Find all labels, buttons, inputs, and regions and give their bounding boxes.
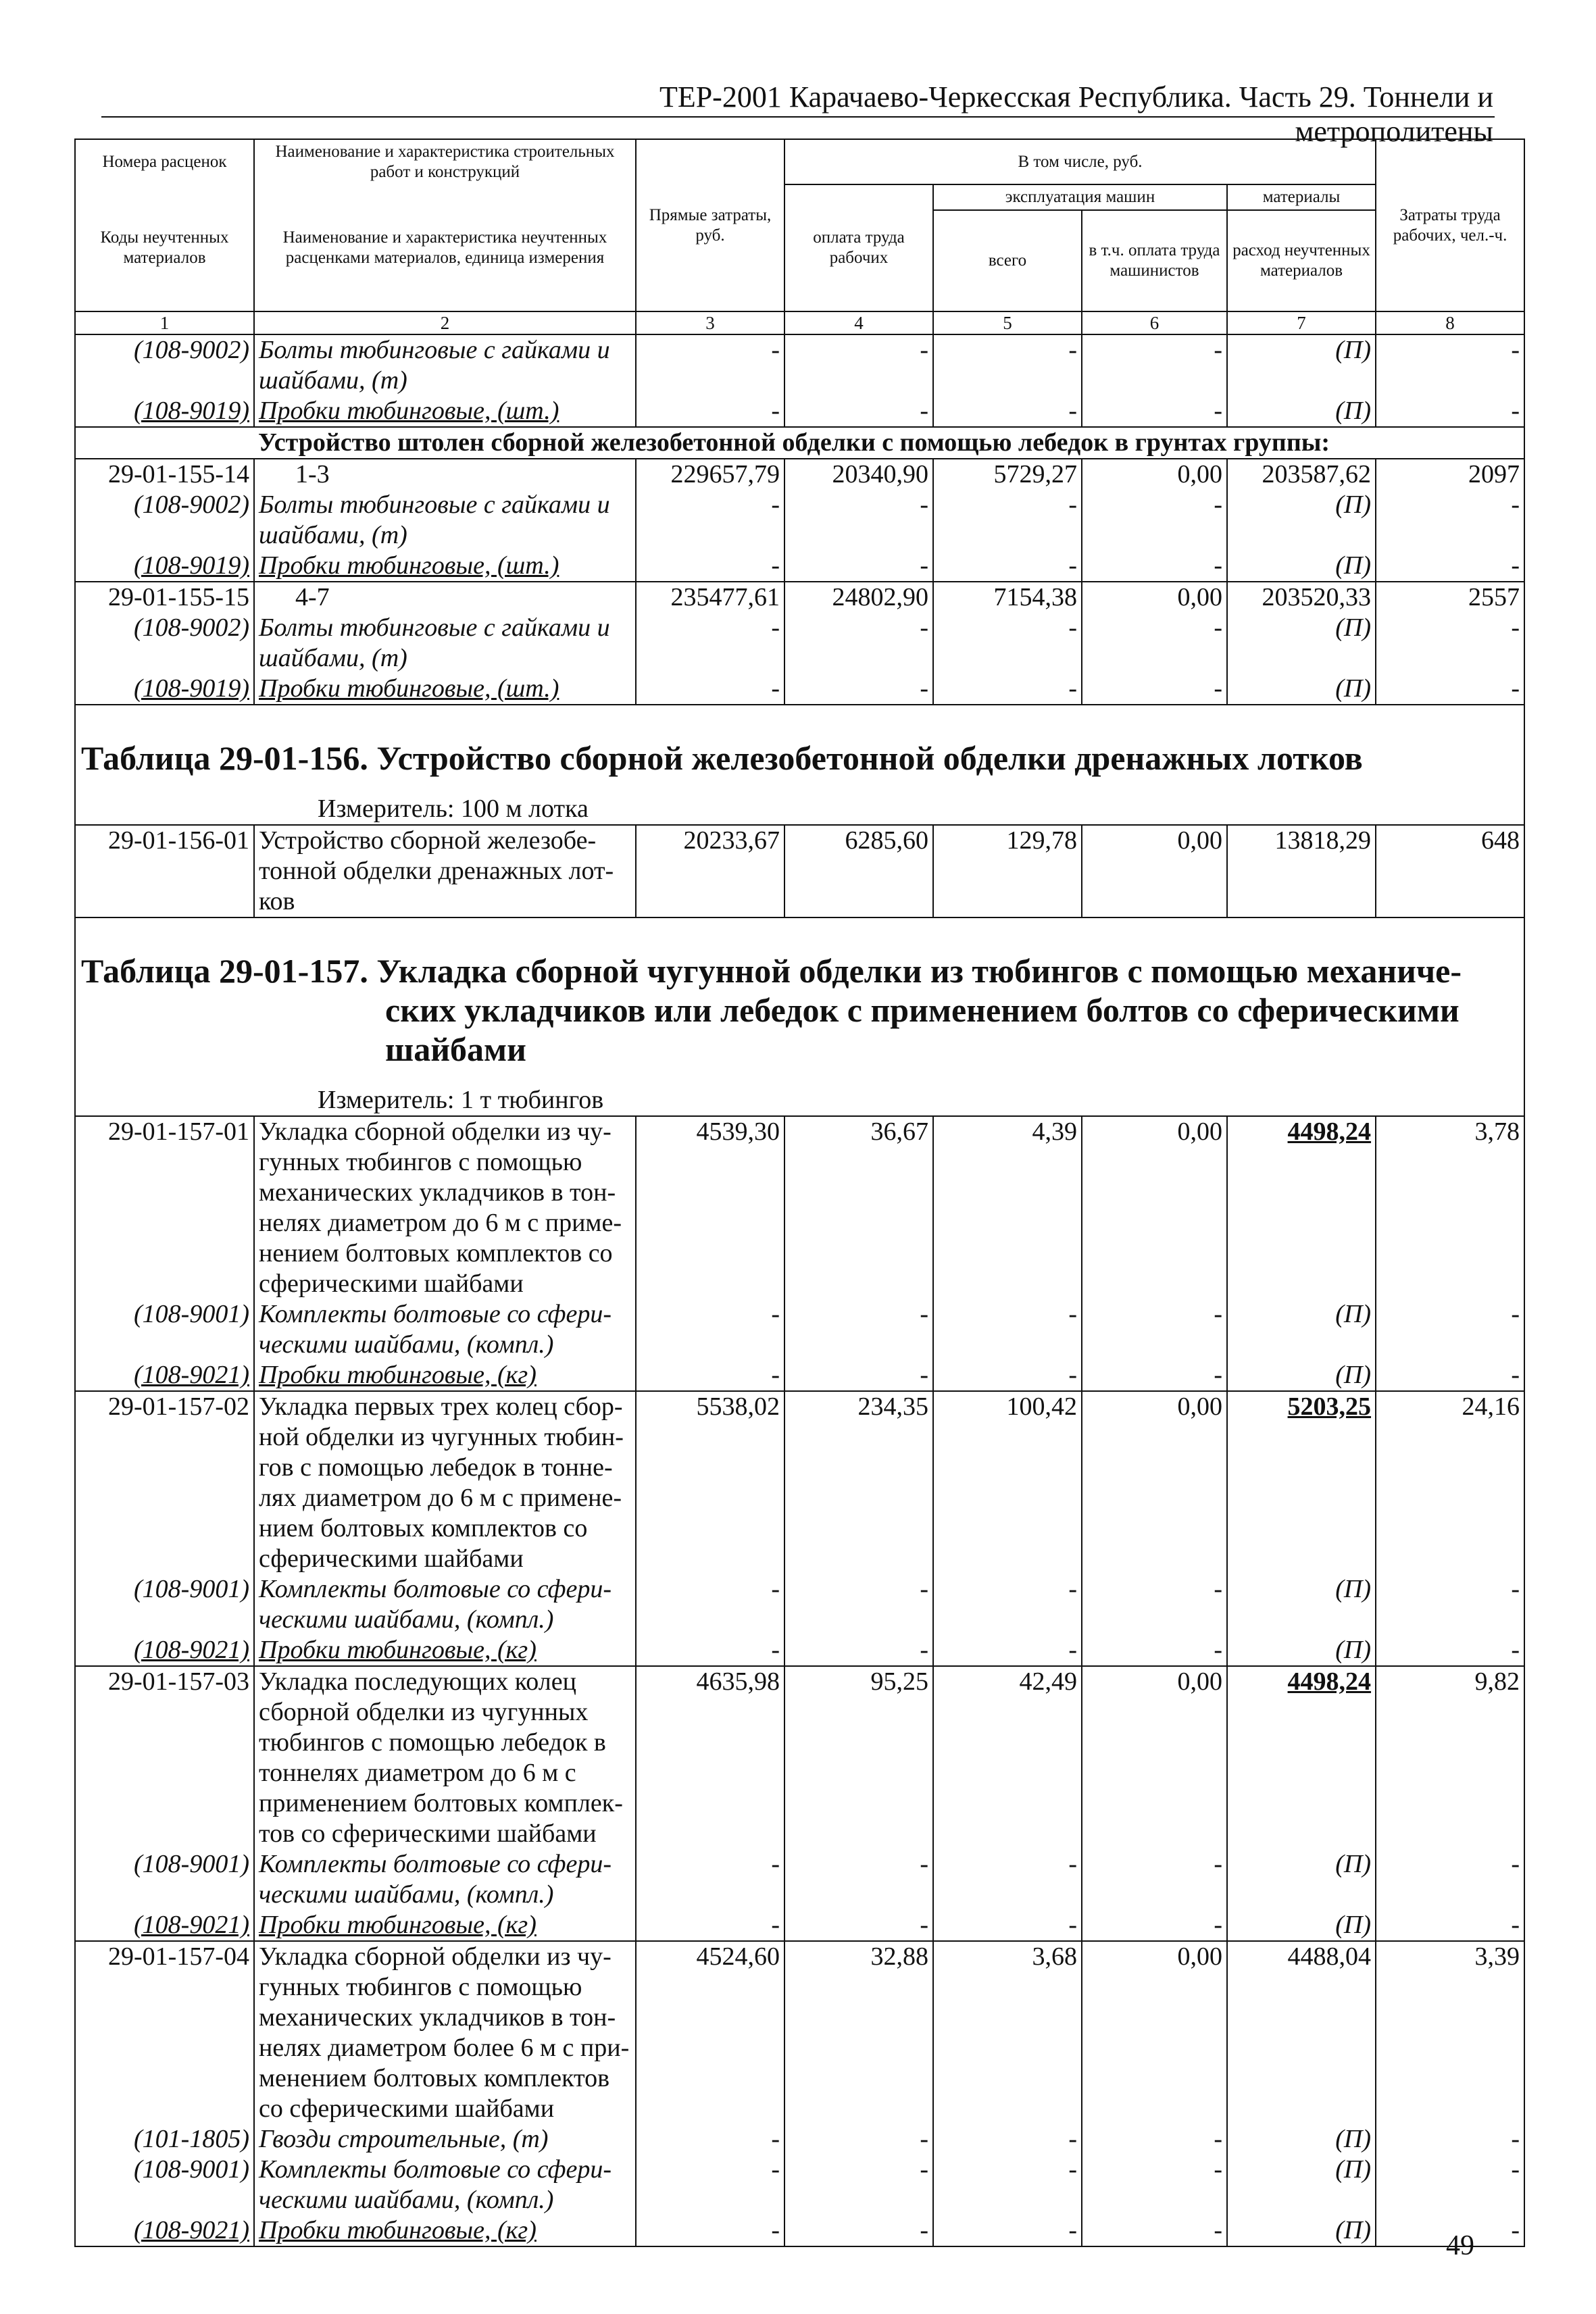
cell-c8: -: [1376, 551, 1524, 582]
material-name: Болты тюбинговые с гайками и шайбами, (т): [254, 613, 636, 674]
table-157-measure: Измеритель: 1 т тюбингов: [75, 1069, 1524, 1116]
material-name: Комплекты болтовые со сфери- ческими шайбами, (компл.): [254, 1849, 636, 1910]
cell-c3: -: [636, 1635, 784, 1666]
rate-code: 29-01-157-04: [75, 1941, 254, 2124]
col2-bottom-header: [254, 184, 636, 311]
cell-c6: -: [1082, 2155, 1227, 2215]
cell-c8: -: [1376, 613, 1524, 674]
rate-row: [75, 825, 1524, 917]
cell-c8: -: [1376, 334, 1524, 396]
material-code: [75, 551, 254, 582]
table-156-title: Таблица 29-01-156. Устройство сборной железобетонной обделки дренажных лотков: [75, 738, 1524, 778]
cell-c4: 6285,60: [784, 825, 933, 917]
rate-code: 29-01-155-15: [75, 582, 254, 613]
cell-c7: 13818,29: [1227, 825, 1376, 917]
cell-c3: -: [636, 396, 784, 427]
cell-c5: -: [933, 490, 1082, 551]
cell-c6: -: [1082, 613, 1227, 674]
cell-c4: -: [784, 2215, 933, 2246]
cell-c3: -: [636, 551, 784, 582]
cell-c3: -: [636, 334, 784, 396]
cell-c5: 129,78: [933, 825, 1082, 917]
cell-c8: 3,78: [1376, 1116, 1524, 1299]
cell-c3: -: [636, 1574, 784, 1635]
cell-c7: (П): [1227, 613, 1376, 674]
cell-c3: -: [636, 613, 784, 674]
material-name-text: Пробки тюбинговые, (шт.): [259, 674, 559, 703]
cell-c5: -: [933, 1910, 1082, 1941]
in-total-header: В том числе, руб.: [784, 139, 1376, 184]
rates-table: [74, 139, 1525, 2247]
cell-c4: -: [784, 1849, 933, 1910]
material-name: Комплекты болтовые со сфери- ческими шайбами, (компл.): [254, 1299, 636, 1360]
table-157-title-line1: Таблица 29-01-157. Укладка сборной чугунной обделки из тюбингов с помощью механиче-: [81, 952, 1462, 990]
material-code: (108-9001): [75, 2155, 254, 2215]
cell-c3: -: [636, 2155, 784, 2215]
cell-c8: 2557: [1376, 582, 1524, 613]
cell-c3: -: [636, 1299, 784, 1360]
cell-c8: -: [1376, 2215, 1524, 2246]
index-2: 2: [254, 311, 636, 334]
cell-c4: 95,25: [784, 1666, 933, 1849]
material-code: [75, 2215, 254, 2246]
cell-c4: 24802,90: [784, 582, 933, 613]
cell-c8: 24,16: [1376, 1391, 1524, 1574]
material-code: (108-9001): [75, 1574, 254, 1635]
cell-c7: (П): [1227, 1635, 1376, 1666]
table-157-title: [75, 951, 1524, 1069]
col6-header: в т.ч. оплата труда машинистов: [1082, 210, 1227, 311]
material-row: [75, 334, 1524, 396]
cell-c3: 229657,79: [636, 459, 784, 490]
cell-c6: 0,00: [1082, 1941, 1227, 2124]
cell-c7: (П): [1227, 2155, 1376, 2215]
material-row: [75, 551, 1524, 582]
machines-header: эксплуатация машин: [933, 184, 1227, 210]
rate-code: 29-01-157-01: [75, 1116, 254, 1299]
cell-c6: -: [1082, 2215, 1227, 2246]
cell-c7: (П): [1227, 490, 1376, 551]
cell-c4: -: [784, 334, 933, 396]
material-name: Комплекты болтовые со сфери- ческими шайбами, (компл.): [254, 2155, 636, 2215]
material-name: Комплекты болтовые со сфери- ческими шайбами, (компл.): [254, 1574, 636, 1635]
cell-c7-text: 4498,24: [1287, 1117, 1372, 1146]
material-row: [75, 1849, 1524, 1910]
cell-c6: -: [1082, 551, 1227, 582]
col1-bottom-text: Коды неучтенных материалов: [100, 228, 229, 267]
cell-c3: 20233,67: [636, 825, 784, 917]
cell-c4: 234,35: [784, 1391, 933, 1574]
cell-c7: [1227, 1666, 1376, 1849]
cell-c6: 0,00: [1082, 582, 1227, 613]
cell-c7: [1227, 1391, 1376, 1574]
material-row: [75, 1910, 1524, 1941]
cell-c7: (П): [1227, 674, 1376, 705]
cell-c4: -: [784, 1299, 933, 1360]
rate-name: Укладка сборной обделки из чу- гунных тюбингов с помощью механических укладчиков в тон- нелях диаметром до 6 м с приме- нением болтовых комплектов со сферическими шайбами: [254, 1116, 636, 1299]
cell-c5: 100,42: [933, 1391, 1082, 1574]
table-157-title-row: [75, 951, 1524, 1069]
cell-c4: -: [784, 1910, 933, 1941]
cell-c5: 3,68: [933, 1941, 1082, 2124]
section-heading-row: [75, 427, 1524, 459]
material-code-text: (108-9019): [134, 551, 249, 580]
cell-c3: -: [636, 1910, 784, 1941]
rate-row: [75, 582, 1524, 613]
cell-c7: (П): [1227, 2215, 1376, 2246]
cell-c6: -: [1082, 1299, 1227, 1360]
table-157-title-line3: шайбами: [385, 1030, 526, 1068]
material-code: [75, 396, 254, 427]
table-157-measure-row: [75, 1069, 1524, 1116]
rate-row: [75, 1941, 1524, 2124]
material-name: [254, 1635, 636, 1666]
material-name-text: Пробки тюбинговые, (кг): [259, 1361, 537, 1389]
cell-c4: -: [784, 1360, 933, 1391]
material-row: [75, 2155, 1524, 2215]
cell-c3: 235477,61: [636, 582, 784, 613]
cell-c8: -: [1376, 1360, 1524, 1391]
index-7: 7: [1227, 311, 1376, 334]
material-name-text: Пробки тюбинговые, (кг): [259, 1636, 537, 1664]
cell-c7: 203587,62: [1227, 459, 1376, 490]
cell-c7: (П): [1227, 1360, 1376, 1391]
material-row: [75, 2124, 1524, 2155]
material-name: Болты тюбинговые с гайками и шайбами, (т): [254, 490, 636, 551]
cell-c5: -: [933, 1299, 1082, 1360]
cell-c7: (П): [1227, 396, 1376, 427]
col2-top-header: Наименование и характеристика строительных работ и конструкций: [254, 139, 636, 184]
cell-c7: (П): [1227, 1299, 1376, 1360]
table-156-measure-row: [75, 778, 1524, 825]
material-code-text: (108-9021): [134, 2216, 249, 2244]
rate-row: [75, 1116, 1524, 1299]
cell-c5: 42,49: [933, 1666, 1082, 1849]
cell-c5: 5729,27: [933, 459, 1082, 490]
cell-c3: -: [636, 490, 784, 551]
page-number: 49: [1446, 2230, 1474, 2261]
material-code-text: (108-9019): [134, 674, 249, 703]
cell-c6: 0,00: [1082, 1391, 1227, 1574]
material-row: [75, 396, 1524, 427]
rate-name: 4-7: [254, 582, 636, 613]
cell-c7-text: 5203,25: [1287, 1392, 1372, 1421]
cell-c8: -: [1376, 1849, 1524, 1910]
cell-c8: -: [1376, 1299, 1524, 1360]
cell-c7: 203520,33: [1227, 582, 1376, 613]
cell-c3: -: [636, 2124, 784, 2155]
cell-c8: -: [1376, 1574, 1524, 1635]
index-4: 4: [784, 311, 933, 334]
cell-c3: 4635,98: [636, 1666, 784, 1849]
cell-c4: -: [784, 2155, 933, 2215]
material-code: [75, 1910, 254, 1941]
material-code: [75, 674, 254, 705]
col3-header: Прямые затраты, руб.: [636, 139, 784, 311]
material-name: [254, 396, 636, 427]
cell-c7: (П): [1227, 1574, 1376, 1635]
cell-c5: -: [933, 674, 1082, 705]
material-name-text: Пробки тюбинговые, (шт.): [259, 397, 559, 425]
cell-c3: -: [636, 1360, 784, 1391]
material-row: [75, 1299, 1524, 1360]
spacer-cell: [75, 917, 1524, 951]
cell-c8: -: [1376, 2124, 1524, 2155]
material-row: [75, 1360, 1524, 1391]
cell-c8: -: [1376, 490, 1524, 551]
cell-c3: -: [636, 2215, 784, 2246]
header-rule: [101, 116, 1495, 118]
rate-row: [75, 1666, 1524, 1849]
material-code: (108-9002): [75, 334, 254, 396]
col5-header: всего: [933, 210, 1082, 311]
cell-c4: 32,88: [784, 1941, 933, 2124]
cell-c4: -: [784, 613, 933, 674]
column-index-row: [75, 311, 1524, 334]
cell-c8: -: [1376, 1635, 1524, 1666]
cell-c4: -: [784, 674, 933, 705]
section-spacer: [75, 427, 254, 459]
cell-c4: -: [784, 396, 933, 427]
cell-c8: -: [1376, 2155, 1524, 2215]
material-code-text: (108-9021): [134, 1636, 249, 1664]
material-code: [75, 1635, 254, 1666]
cell-c5: -: [933, 1635, 1082, 1666]
cell-c7: (П): [1227, 2124, 1376, 2155]
cell-c5: -: [933, 2124, 1082, 2155]
cell-c8: 648: [1376, 825, 1524, 917]
material-code: (108-9001): [75, 1849, 254, 1910]
cell-c4: -: [784, 551, 933, 582]
cell-c5: 4,39: [933, 1116, 1082, 1299]
material-code: (108-9002): [75, 490, 254, 551]
cell-c5: -: [933, 1360, 1082, 1391]
rate-row: [75, 1391, 1524, 1574]
rate-name: Устройство сборной железобе- тонной обделки дренажных лот- ков: [254, 825, 636, 917]
cell-c6: -: [1082, 490, 1227, 551]
cell-c8: -: [1376, 396, 1524, 427]
rate-name: Укладка первых трех колец сбор- ной обделки из чугунных тюбин- гов с помощью лебедок в тонне- лях диаметром до 6 м с примене- нием болтовых комплектов со сферическими шайбами: [254, 1391, 636, 1574]
col8-header: Затраты труда рабочих, чел.-ч.: [1376, 139, 1524, 311]
material-row: [75, 1635, 1524, 1666]
spacer-row: [75, 917, 1524, 951]
material-name: Гвозди строительные, (т): [254, 2124, 636, 2155]
cell-c5: -: [933, 613, 1082, 674]
table-156-measure: Измеритель: 100 м лотка: [75, 778, 1524, 825]
spacer-row: [75, 705, 1524, 738]
table-header: [75, 139, 1524, 334]
col2-bottom-text: Наименование и характеристика неучтенных расценками материалов, единица измерения: [282, 228, 607, 267]
cell-c4: 36,67: [784, 1116, 933, 1299]
material-name-text: Пробки тюбинговые, (кг): [259, 1911, 537, 1939]
cell-c3: 5538,02: [636, 1391, 784, 1574]
cell-c6: -: [1082, 1574, 1227, 1635]
index-6: 6: [1082, 311, 1227, 334]
material-code: [75, 1360, 254, 1391]
cell-c3: 4524,60: [636, 1941, 784, 2124]
material-row: [75, 613, 1524, 674]
materials-header: материалы: [1227, 184, 1376, 210]
material-name: [254, 1360, 636, 1391]
material-name: [254, 2215, 636, 2246]
cell-c4: -: [784, 2124, 933, 2155]
index-1: 1: [75, 311, 254, 334]
material-code: (108-9001): [75, 1299, 254, 1360]
cell-c5: -: [933, 396, 1082, 427]
material-name: [254, 674, 636, 705]
table-157-title-line2: ских укладчиков или лебедок с применением болтов со сферическими: [385, 991, 1460, 1029]
rate-code: 29-01-157-03: [75, 1666, 254, 1849]
cell-c6: 0,00: [1082, 1116, 1227, 1299]
rate-name: Укладка последующих колец сборной обделки из чугунных тюбингов с помощью лебедок в тоннелях диаметром до 6 м с применением болтовых комплек- тов со сферическими шайбами: [254, 1666, 636, 1849]
cell-c6: 0,00: [1082, 459, 1227, 490]
index-8: 8: [1376, 311, 1524, 334]
cell-c3: -: [636, 674, 784, 705]
running-header: ТЕР-2001 Карачаево-Черкесская Республика. Часть 29. Тоннели и метрополитены: [659, 80, 1493, 148]
rate-code: 29-01-155-14: [75, 459, 254, 490]
cell-c5: -: [933, 2215, 1082, 2246]
cell-c7: [1227, 1116, 1376, 1299]
cell-c6: -: [1082, 334, 1227, 396]
cell-c7: (П): [1227, 551, 1376, 582]
material-code: (101-1805): [75, 2124, 254, 2155]
cell-c8: -: [1376, 1910, 1524, 1941]
cell-c3: -: [636, 1849, 784, 1910]
cell-c7: (П): [1227, 1849, 1376, 1910]
section-heading: Устройство штолен сборной железобетонной обделки с помощью лебедок в грунтах группы:: [254, 427, 1524, 459]
rate-name: Укладка сборной обделки из чу- гунных тюбингов с помощью механических укладчиков в тон- нелях диаметром более 6 м с при- менением болтовых комплектов со сферическими шайбами: [254, 1941, 636, 2124]
material-name-text: Пробки тюбинговые, (кг): [259, 2216, 537, 2244]
rates-table-wrapper: [74, 139, 1524, 2247]
cell-c7: (П): [1227, 334, 1376, 396]
material-row: [75, 674, 1524, 705]
material-name: [254, 551, 636, 582]
cell-c3: 4539,30: [636, 1116, 784, 1299]
material-code: (108-9002): [75, 613, 254, 674]
table-body: [75, 334, 1524, 2246]
cell-c4: 20340,90: [784, 459, 933, 490]
spacer-cell: [75, 705, 1524, 738]
col1-bottom-header: [75, 184, 254, 311]
cell-c8: -: [1376, 674, 1524, 705]
material-row: [75, 1574, 1524, 1635]
material-name: Болты тюбинговые с гайками и шайбами, (т): [254, 334, 636, 396]
cell-c4: -: [784, 490, 933, 551]
cell-c6: 0,00: [1082, 825, 1227, 917]
material-code-text: (108-9021): [134, 1361, 249, 1389]
rate-code: 29-01-156-01: [75, 825, 254, 917]
material-code-text: (108-9019): [134, 397, 249, 425]
col1-top-header: Номера расценок: [75, 139, 254, 184]
col7-header: расход неучтенных материалов: [1227, 210, 1376, 311]
cell-c8: 3,39: [1376, 1941, 1524, 2124]
cell-c5: -: [933, 1574, 1082, 1635]
cell-c6: -: [1082, 1360, 1227, 1391]
rate-code: 29-01-157-02: [75, 1391, 254, 1574]
cell-c8: 9,82: [1376, 1666, 1524, 1849]
cell-c5: -: [933, 2155, 1082, 2215]
cell-c4: -: [784, 1574, 933, 1635]
rate-row: [75, 459, 1524, 490]
cell-c4: -: [784, 1635, 933, 1666]
cell-c7-text: 4498,24: [1287, 1667, 1372, 1696]
material-name-text: Пробки тюбинговые, (шт.): [259, 551, 559, 580]
col4-header: оплата труда рабочих: [784, 184, 933, 311]
cell-c5: 7154,38: [933, 582, 1082, 613]
cell-c6: -: [1082, 1849, 1227, 1910]
cell-c6: -: [1082, 396, 1227, 427]
material-name: [254, 1910, 636, 1941]
material-row: [75, 490, 1524, 551]
material-row: [75, 2215, 1524, 2246]
cell-c8: 2097: [1376, 459, 1524, 490]
cell-c6: -: [1082, 674, 1227, 705]
index-3: 3: [636, 311, 784, 334]
cell-c6: -: [1082, 1910, 1227, 1941]
rate-name: 1-3: [254, 459, 636, 490]
cell-c7: 4488,04: [1227, 1941, 1376, 2124]
cell-c6: -: [1082, 1635, 1227, 1666]
material-code-text: (108-9021): [134, 1911, 249, 1939]
index-5: 5: [933, 311, 1082, 334]
table-156-title-row: [75, 738, 1524, 778]
cell-c7: (П): [1227, 1910, 1376, 1941]
cell-c6: 0,00: [1082, 1666, 1227, 1849]
cell-c5: -: [933, 551, 1082, 582]
cell-c5: -: [933, 1849, 1082, 1910]
cell-c6: -: [1082, 2124, 1227, 2155]
cell-c5: -: [933, 334, 1082, 396]
